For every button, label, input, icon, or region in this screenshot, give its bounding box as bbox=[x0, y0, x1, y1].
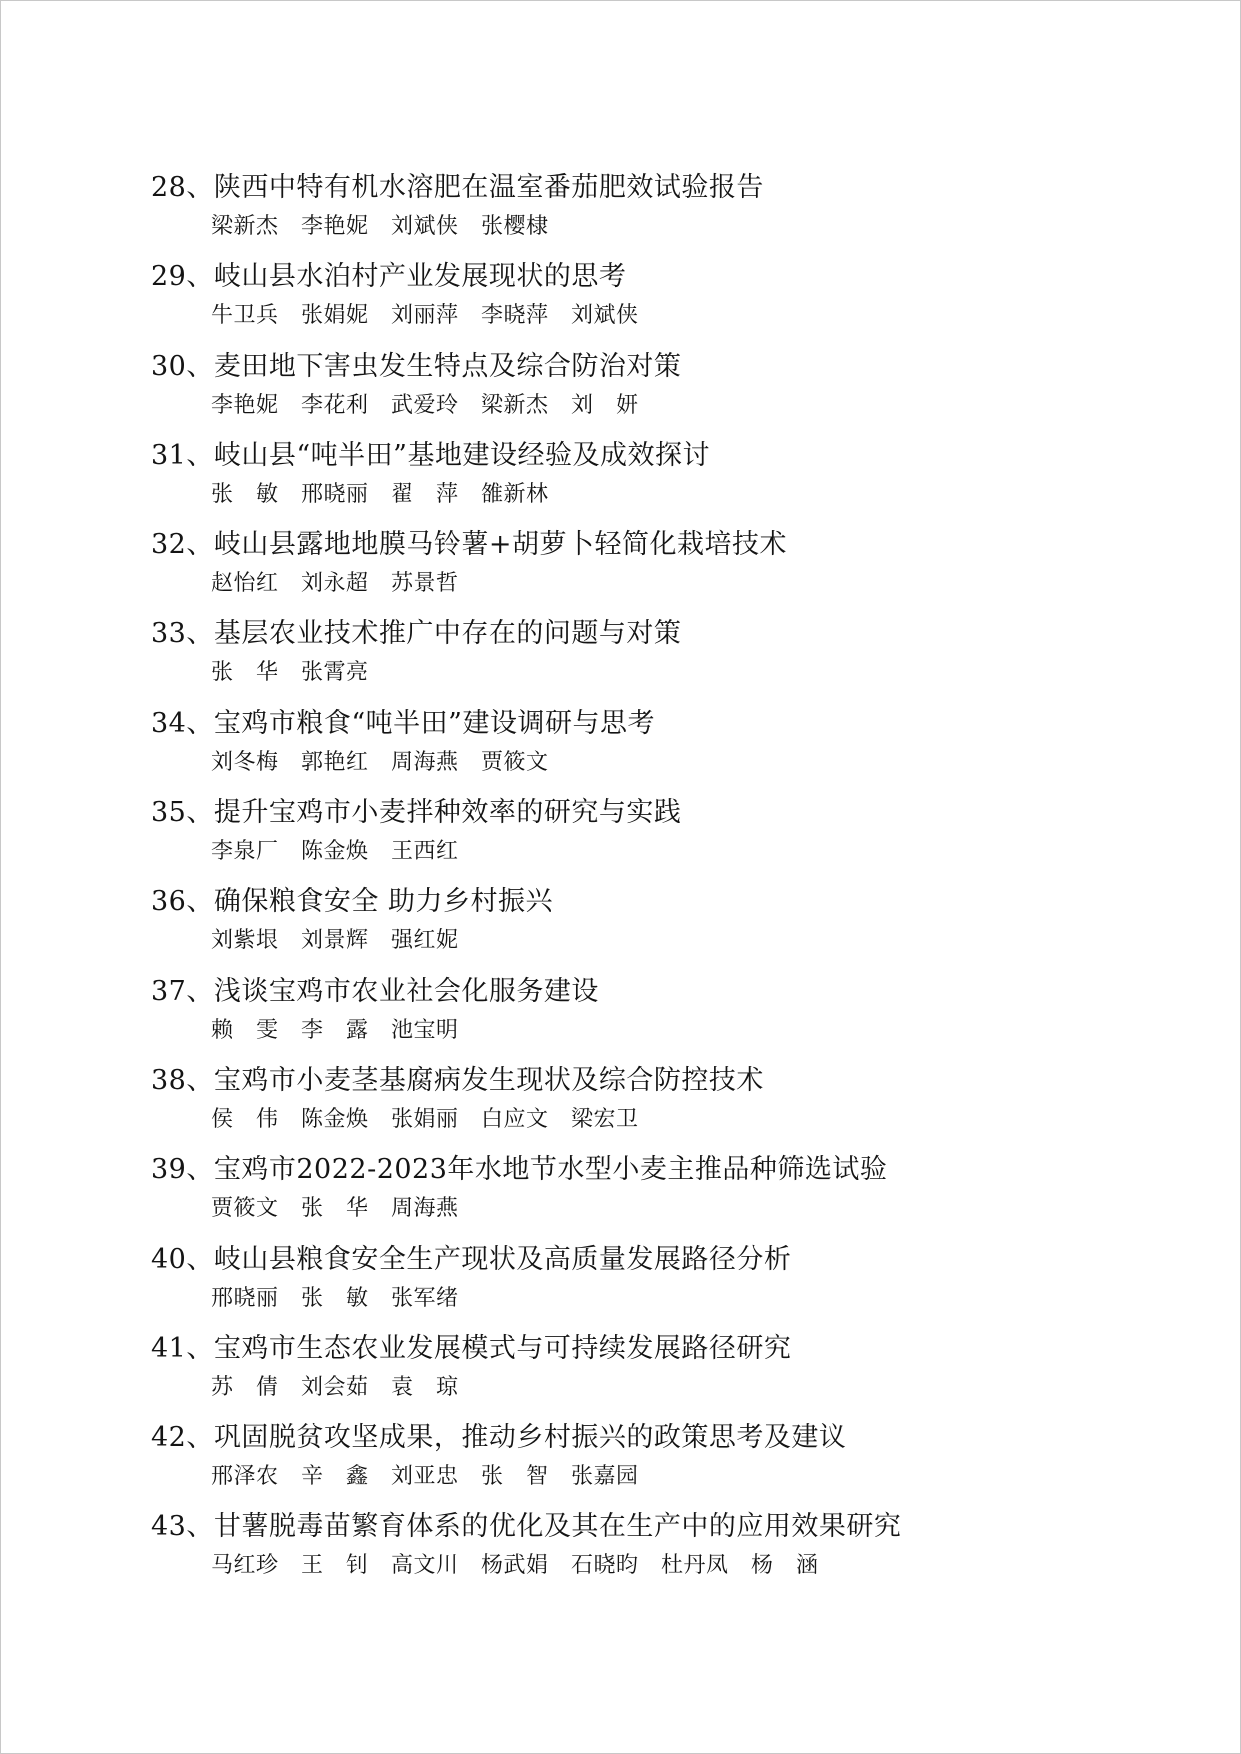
entry-number: 36、 bbox=[151, 886, 214, 918]
entry-authors: 刘紫垠 刘景辉 强红妮 bbox=[211, 928, 459, 954]
entry-authors: 张 华 张霄亮 bbox=[211, 660, 369, 686]
entry-number: 42、 bbox=[151, 1422, 214, 1454]
entry-title-line bbox=[151, 882, 1151, 922]
entry-authors: 牛卫兵 张娟妮 刘丽萍 李晓萍 刘斌侠 bbox=[211, 303, 639, 329]
entry-number: 34、 bbox=[151, 707, 214, 739]
entry-title: 宝鸡市粮食“吨半田”建设调研与思考 bbox=[213, 707, 655, 739]
table-of-contents-list bbox=[151, 168, 1151, 1597]
entry-title-line bbox=[151, 525, 1151, 565]
entry-title-line bbox=[151, 972, 1151, 1012]
entry-title: 岐山县粮食安全生产现状及高质量发展路径分析 bbox=[213, 1243, 792, 1275]
entry-title-line bbox=[151, 436, 1151, 476]
entry-authors: 赵怡红 刘永超 苏景哲 bbox=[211, 571, 459, 597]
entry-title: 陕西中特有机水溶肥在温室番茄肥效试验报告 bbox=[213, 172, 764, 203]
entry-title-line bbox=[151, 168, 1151, 208]
entry-title-line bbox=[151, 257, 1151, 297]
entry-title-line bbox=[151, 1329, 1151, 1369]
entry-number: 39、 bbox=[151, 1154, 214, 1186]
list-item bbox=[151, 1507, 1151, 1596]
entry-title: 麦田地下害虫发生特点及综合防治对策 bbox=[213, 350, 682, 382]
entry-title: 提升宝鸡市小麦拌种效率的研究与实践 bbox=[213, 797, 682, 829]
entry-title: 岐山县“吨半田”基地建设经验及成效探讨 bbox=[213, 439, 710, 471]
entry-authors: 李艳妮 李花利 武爱玲 梁新杰 刘 妍 bbox=[211, 392, 639, 418]
list-item bbox=[151, 1150, 1151, 1239]
entry-authors: 李泉厂 陈金焕 王西红 bbox=[211, 839, 459, 865]
entry-authors: 邢晓丽 张 敏 张军绪 bbox=[211, 1285, 459, 1311]
list-item bbox=[151, 614, 1151, 703]
entry-number: 30、 bbox=[151, 350, 214, 382]
entry-title: 浅谈宝鸡市农业社会化服务建设 bbox=[213, 975, 599, 1007]
entry-title: 宝鸡市小麦茎基腐病发生现状及综合防控技术 bbox=[213, 1064, 764, 1096]
entry-title-line bbox=[151, 1507, 1151, 1547]
entry-authors: 马红珍 王 钊 高文川 杨武娟 石晓昀 杜丹凤 杨 涵 bbox=[211, 1553, 819, 1579]
entry-title: 甘薯脱毒苗繁育体系的优化及其在生产中的应用效果研究 bbox=[213, 1511, 902, 1543]
list-item bbox=[151, 257, 1151, 346]
entry-number: 43、 bbox=[151, 1511, 214, 1543]
entry-number: 41、 bbox=[151, 1332, 214, 1364]
entry-number: 40、 bbox=[151, 1243, 214, 1275]
entry-authors: 苏 倩 刘会茹 袁 琼 bbox=[211, 1374, 459, 1400]
list-item bbox=[151, 882, 1151, 971]
entry-number: 31、 bbox=[151, 439, 214, 471]
entry-number: 37、 bbox=[151, 975, 214, 1007]
list-item bbox=[151, 1418, 1151, 1507]
entry-title: 岐山县露地地膜马铃薯+胡萝卜轻简化栽培技术 bbox=[213, 529, 787, 561]
entry-title: 宝鸡市生态农业发展模式与可持续发展路径研究 bbox=[213, 1332, 792, 1364]
entry-number: 28、 bbox=[151, 172, 214, 203]
list-item bbox=[151, 704, 1151, 793]
entry-authors: 侯 伟 陈金焕 张娟丽 白应文 梁宏卫 bbox=[211, 1106, 639, 1132]
entry-title-line bbox=[151, 793, 1151, 833]
entry-title: 岐山县水泊村产业发展现状的思考 bbox=[213, 261, 627, 293]
list-item bbox=[151, 793, 1151, 882]
list-item bbox=[151, 1240, 1151, 1329]
entry-title-line bbox=[151, 1061, 1151, 1101]
entry-title: 确保粮食安全 助力乡村振兴 bbox=[213, 886, 553, 918]
entry-title: 巩固脱贫攻坚成果，推动乡村振兴的政策思考及建议 bbox=[213, 1422, 847, 1454]
list-item bbox=[151, 436, 1151, 525]
entry-title-line bbox=[151, 1240, 1151, 1280]
entry-number: 38、 bbox=[151, 1064, 214, 1096]
entry-title-line bbox=[151, 1150, 1151, 1190]
list-item bbox=[151, 1061, 1151, 1150]
entry-title: 基层农业技术推广中存在的问题与对策 bbox=[213, 618, 682, 650]
entry-authors: 梁新杰 李艳妮 刘斌侠 张樱棣 bbox=[211, 214, 549, 239]
list-item bbox=[151, 1329, 1151, 1418]
entry-authors: 邢泽农 辛 鑫 刘亚忠 张 智 张嘉园 bbox=[211, 1464, 639, 1490]
list-item bbox=[151, 972, 1151, 1061]
entry-authors: 张 敏 邢晓丽 翟 萍 雒新林 bbox=[211, 481, 549, 507]
entry-title-line bbox=[151, 704, 1151, 744]
entry-title: 宝鸡市2022-2023年水地节水型小麦主推品种筛选试验 bbox=[213, 1154, 888, 1186]
entry-title-line bbox=[151, 347, 1151, 387]
list-item bbox=[151, 525, 1151, 614]
entry-authors: 赖 雯 李 露 池宝明 bbox=[211, 1017, 459, 1043]
entry-number: 35、 bbox=[151, 797, 214, 829]
entry-number: 29、 bbox=[151, 261, 214, 293]
entry-authors: 贾筱文 张 华 周海燕 bbox=[211, 1196, 459, 1222]
list-item bbox=[151, 168, 1151, 257]
list-item bbox=[151, 347, 1151, 436]
entry-authors: 刘冬梅 郭艳红 周海燕 贾筱文 bbox=[211, 749, 549, 775]
entry-number: 33、 bbox=[151, 618, 214, 650]
entry-title-line bbox=[151, 1418, 1151, 1458]
entry-number: 32、 bbox=[151, 529, 214, 561]
entry-title-line bbox=[151, 614, 1151, 654]
